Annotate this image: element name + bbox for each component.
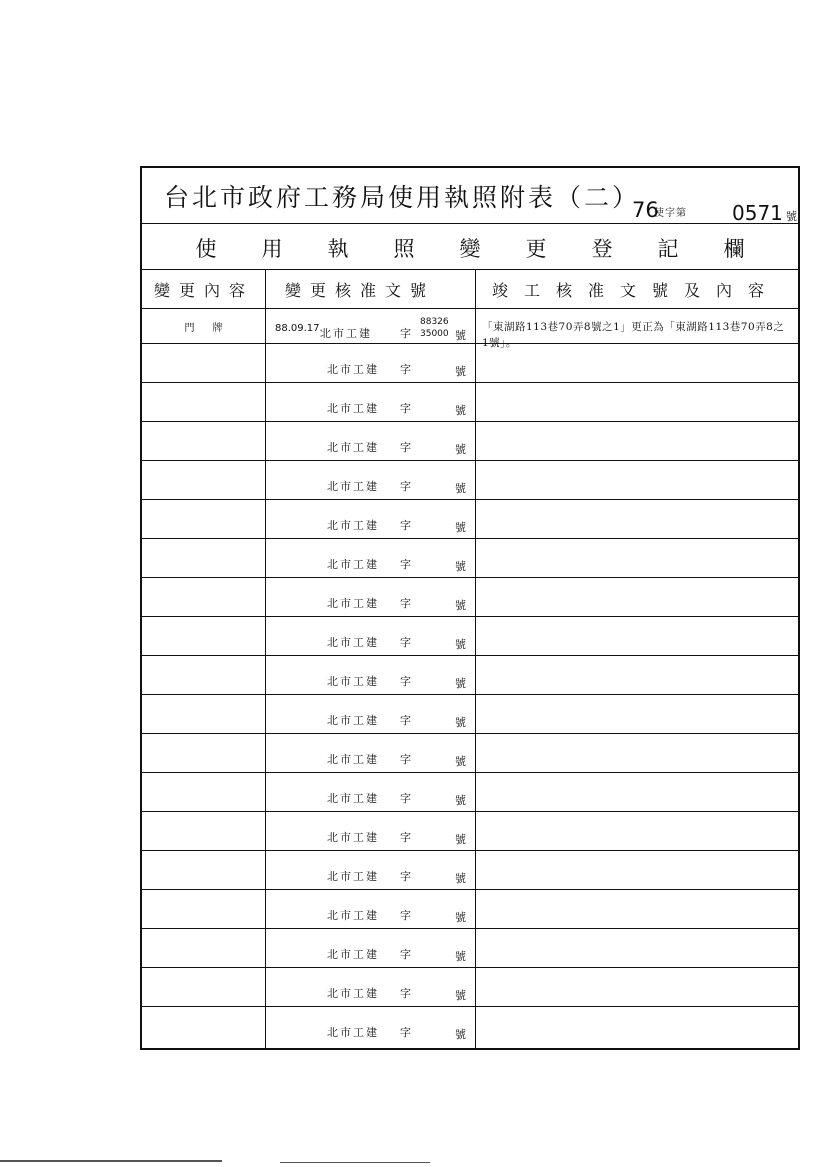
row-approval-zi: 字: [400, 792, 411, 805]
row-approval-zi: 字: [400, 363, 411, 376]
row-approval-zi: 字: [400, 441, 411, 454]
row-approval-prefix: 北市工建: [327, 402, 379, 415]
docno-line: 35000: [420, 329, 449, 339]
row-approval-zi: 字: [400, 327, 411, 340]
table-row: [142, 734, 798, 773]
row-approval-hao: 號: [455, 482, 466, 495]
row-approval-prefix: 北市工建: [327, 792, 379, 805]
row-approval-zi: 字: [400, 870, 411, 883]
row-change-content: 門牌: [184, 323, 241, 334]
header-change-approval-number: 變更核准文號: [285, 281, 436, 300]
row-approval-hao: 號: [455, 638, 466, 651]
row-approval-prefix: 北市工建: [327, 480, 379, 493]
table-row: [142, 968, 798, 1007]
table-body: [142, 308, 798, 1046]
table-row: [142, 929, 798, 968]
row-approval-zi: 字: [400, 753, 411, 766]
row-approval-hao: 號: [455, 716, 466, 729]
row-approval-hao: 號: [455, 872, 466, 885]
row-approval-hao: 號: [455, 989, 466, 1002]
row-approval-zi: 字: [400, 636, 411, 649]
row-approval-zi: 字: [400, 987, 411, 1000]
section-title: 使用執照變更登記欄: [195, 237, 790, 261]
row-approval-zi: 字: [400, 1026, 411, 1039]
row-approval-prefix: 北市工建: [327, 870, 379, 883]
row-approval-prefix: 北市工建: [327, 831, 379, 844]
row-approval-hao: 號: [455, 911, 466, 924]
row-approval-hao: 號: [455, 677, 466, 690]
row-approval-hao: 號: [455, 365, 466, 378]
row-approval-zi: 字: [400, 714, 411, 727]
table-row: [142, 539, 798, 578]
row-approval-prefix: 北市工建: [327, 519, 379, 532]
table-row: [142, 383, 798, 422]
row-approval-hao: 號: [455, 599, 466, 612]
section-title-row: [142, 223, 798, 270]
row-approval-zi: 字: [400, 597, 411, 610]
form-title: 台北市政府工務局使用執照附表（二）: [164, 183, 641, 212]
table-row: [142, 461, 798, 500]
row-approval-prefix: 北市工建: [327, 558, 379, 571]
table-row: [142, 695, 798, 734]
row-approval-prefix: 北市工建: [327, 675, 379, 688]
header-change-content: 變更內容: [154, 281, 255, 300]
row-approval-hao: 號: [455, 329, 466, 342]
row-approval-date: 88.09.17.: [275, 323, 323, 334]
row-approval-hao: 號: [455, 833, 466, 846]
row-approval-prefix: 北市工建: [327, 1026, 379, 1039]
row-approval-hao: 號: [455, 755, 466, 768]
table-row: [142, 773, 798, 812]
row-approval-prefix: 北市工建: [327, 714, 379, 727]
row-approval-zi: 字: [400, 558, 411, 571]
row-completion-detail: 「東湖路113巷70弄8號之1」更正為「東湖路113巷70弄8之1號」。: [482, 321, 785, 349]
row-approval-hao: 號: [455, 794, 466, 807]
license-appendix-form: [140, 166, 800, 1050]
table-row: [142, 308, 798, 349]
row-approval-prefix: 北市工建: [327, 948, 379, 961]
header-completion-approval: 竣工核准文號及內容: [492, 281, 781, 300]
table-header-row: [142, 269, 798, 309]
row-approval-prefix: 北市工建: [320, 327, 372, 340]
row-approval-prefix: 北市工建: [327, 441, 379, 454]
table-row: [142, 812, 798, 851]
form-title-row: [142, 168, 798, 224]
row-approval-docno: [420, 316, 449, 340]
row-approval-hao: 號: [455, 404, 466, 417]
row-approval-prefix: 北市工建: [327, 597, 379, 610]
row-approval-zi: 字: [400, 909, 411, 922]
row-approval-zi: 字: [400, 831, 411, 844]
table-row: [142, 578, 798, 617]
table-row: [142, 344, 798, 383]
row-approval-prefix: 北市工建: [327, 753, 379, 766]
docno-line: 88326: [420, 317, 449, 327]
license-type: 使字第: [654, 208, 687, 219]
license-suffix: 號: [786, 210, 797, 223]
row-approval-hao: 號: [455, 443, 466, 456]
row-approval-prefix: 北市工建: [327, 909, 379, 922]
table-row: [142, 851, 798, 890]
table-row: [142, 500, 798, 539]
scan-mark: [280, 1162, 430, 1163]
row-approval-zi: 字: [400, 480, 411, 493]
scan-mark: [0, 1160, 222, 1162]
row-approval-zi: 字: [400, 402, 411, 415]
row-approval-hao: 號: [455, 521, 466, 534]
table-row: [142, 617, 798, 656]
license-number: 0571: [732, 201, 783, 225]
row-approval-hao: 號: [455, 950, 466, 963]
row-approval-zi: 字: [400, 519, 411, 532]
row-approval-zi: 字: [400, 948, 411, 961]
row-approval-prefix: 北市工建: [327, 987, 379, 1000]
row-approval-zi: 字: [400, 675, 411, 688]
row-approval-hao: 號: [455, 1028, 466, 1041]
table-row: [142, 890, 798, 929]
row-approval-prefix: 北市工建: [327, 636, 379, 649]
row-approval-prefix: 北市工建: [327, 363, 379, 376]
table-row: [142, 1007, 798, 1046]
table-row: [142, 422, 798, 461]
row-approval-hao: 號: [455, 560, 466, 573]
license-year: 76: [632, 198, 659, 222]
table-row: [142, 656, 798, 695]
